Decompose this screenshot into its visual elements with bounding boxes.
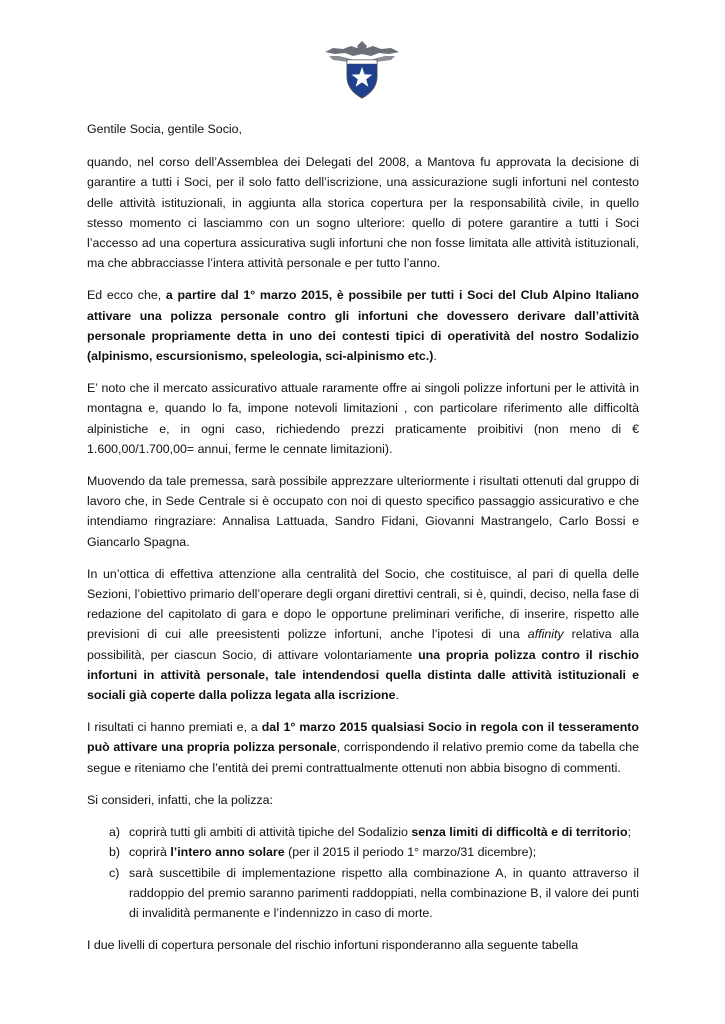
list-item bbox=[109, 822, 639, 842]
p6-text: I risultati ci hanno premiati e, a bbox=[87, 720, 262, 735]
list-item bbox=[109, 842, 639, 862]
list-item-end: ; bbox=[627, 825, 632, 840]
list-marker: a) bbox=[109, 825, 121, 840]
p2-bold: a partire dal 1° marzo 2015, è possibile per tutti i Soci del Club Alpino Italiano attivare una polizza personale contro gli infortuni che dovessero derivare dall’attività personale propriamente detta in uno dei contesti tipici di operatività del nostro Sodalizio (alpinismo, escursionismo, speleologia, sci-alpinismo etc.) bbox=[87, 288, 640, 364]
paragraph-8: I due livelli di copertura personale del rischio infortuni risponderanno alla seguente tabella bbox=[87, 938, 579, 953]
p5-text-2: relativa alla possibilità, per ciascun Socio, di attivare volontariamente bbox=[87, 627, 639, 662]
p6-text-2: , corrispondendo il relativo premio come da tabella che segue e riteniamo che l’entità dei premi contrattualmente ottenuti non abbia bisogno di commenti. bbox=[87, 740, 639, 775]
p2-end: . bbox=[433, 349, 437, 364]
paragraph-1: quando, nel corso dell’Assemblea dei Delegati del 2008, a Mantova fu approvata la decisione di garantire a tutti i Soci, per il solo fatto dell’iscrizione, una assicurazione sugli infortuni nel contesto delle attività istituzionali, in aggiunta alla storica copertura per la responsabilità civile, in quello stesso momento ci lasciammo con un sogno ulteriore: quello di potere garantire a tutti i Soci l’accesso ad una copertura assicurativa sugli infortuni che non fosse limitata alle attività istituzionali, ma che abbracciasse l’intera attività personale e per tutto l’anno. bbox=[87, 155, 639, 271]
letter-body bbox=[87, 119, 639, 967]
p5-end: . bbox=[395, 688, 399, 703]
list-item-text: coprirà bbox=[129, 845, 171, 860]
list-item-end: (per il 2015 il periodo 1° marzo/31 dicembre); bbox=[284, 845, 537, 860]
cai-emblem-icon bbox=[323, 40, 401, 100]
list-item bbox=[109, 863, 639, 924]
paragraph-4: Muovendo da tale premessa, sarà possibile apprezzare ulteriormente i risultati ottenuti dal gruppo di lavoro che, in Sede Centrale si è occupato con noi di questo specifico passaggio assicurativo e che intendiamo ringraziare: Annalisa Lattuada, Sandro Fidani, Giovanni Mastrangelo, Carlo Bossi e Giancarlo Spagna. bbox=[87, 474, 639, 549]
list-item-bold: senza limiti di difficoltà e di territorio bbox=[411, 825, 628, 840]
paragraph-6 bbox=[87, 717, 639, 778]
list-marker: b) bbox=[109, 845, 121, 860]
p5-italic: affinity bbox=[527, 627, 564, 642]
list-item-text: sarà suscettibile di implementazione rispetto alla combinazione A, in quanto attraverso il raddoppio del premio saranno parimenti raddoppiati, nella combinazione B, il valore dei punti di invalidità permanente e l’indennizzo in caso di morte. bbox=[129, 865, 639, 920]
paragraph-3: E’ noto che il mercato assicurativo attuale raramente offre ai singoli polizze infortuni per le attività in montagna e, quando lo fa, impone notevoli limitazioni , con particolare riferimento alle difficoltà alpinistiche e, in ogni caso, richiedendo prezzi praticamente proibitivi (non meno di € 1.600,00/1.700,00= annui, ferme le cennate limitazioni). bbox=[87, 381, 639, 456]
list-item-bold: l’intero anno solare bbox=[170, 845, 285, 860]
list-marker: c) bbox=[109, 865, 120, 880]
p5-text: In un’ottica di effettiva attenzione alla centralità del Socio, che costituisce, al pari di quella delle Sezioni, l’obiettivo primario dell’operare degli organi direttivi centrali, si è, quindi, deciso, nella fase di redazione del capitolato di gara e dopo le opportune preliminari verifiche, di inserire, rispetto alle previsioni di cui alle preesistenti polizze infortuni, anche l’ipotesi di una bbox=[87, 566, 639, 642]
p2-text: Ed ecco che, bbox=[87, 288, 166, 303]
list-item-text: coprirà tutti gli ambiti di attività tipiche del Sodalizio bbox=[129, 825, 412, 840]
policy-features-list bbox=[87, 822, 639, 923]
paragraph-5 bbox=[87, 564, 639, 705]
p5-bold: una propria polizza contro il rischio infortuni in attività personale, tale intendendosi quella distinta dalle attività istituzionali e sociali già coperte dalla polizza legata alla iscrizione bbox=[87, 647, 639, 703]
paragraph-7: Si consideri, infatti, che la polizza: bbox=[87, 792, 273, 807]
paragraph-2 bbox=[87, 285, 639, 366]
p6-bold: dal 1° marzo 2015 qualsiasi Socio in regola con il tesseramento può attivare una propria polizza personale bbox=[87, 720, 639, 755]
greeting: Gentile Socia, gentile Socio, bbox=[87, 122, 242, 136]
